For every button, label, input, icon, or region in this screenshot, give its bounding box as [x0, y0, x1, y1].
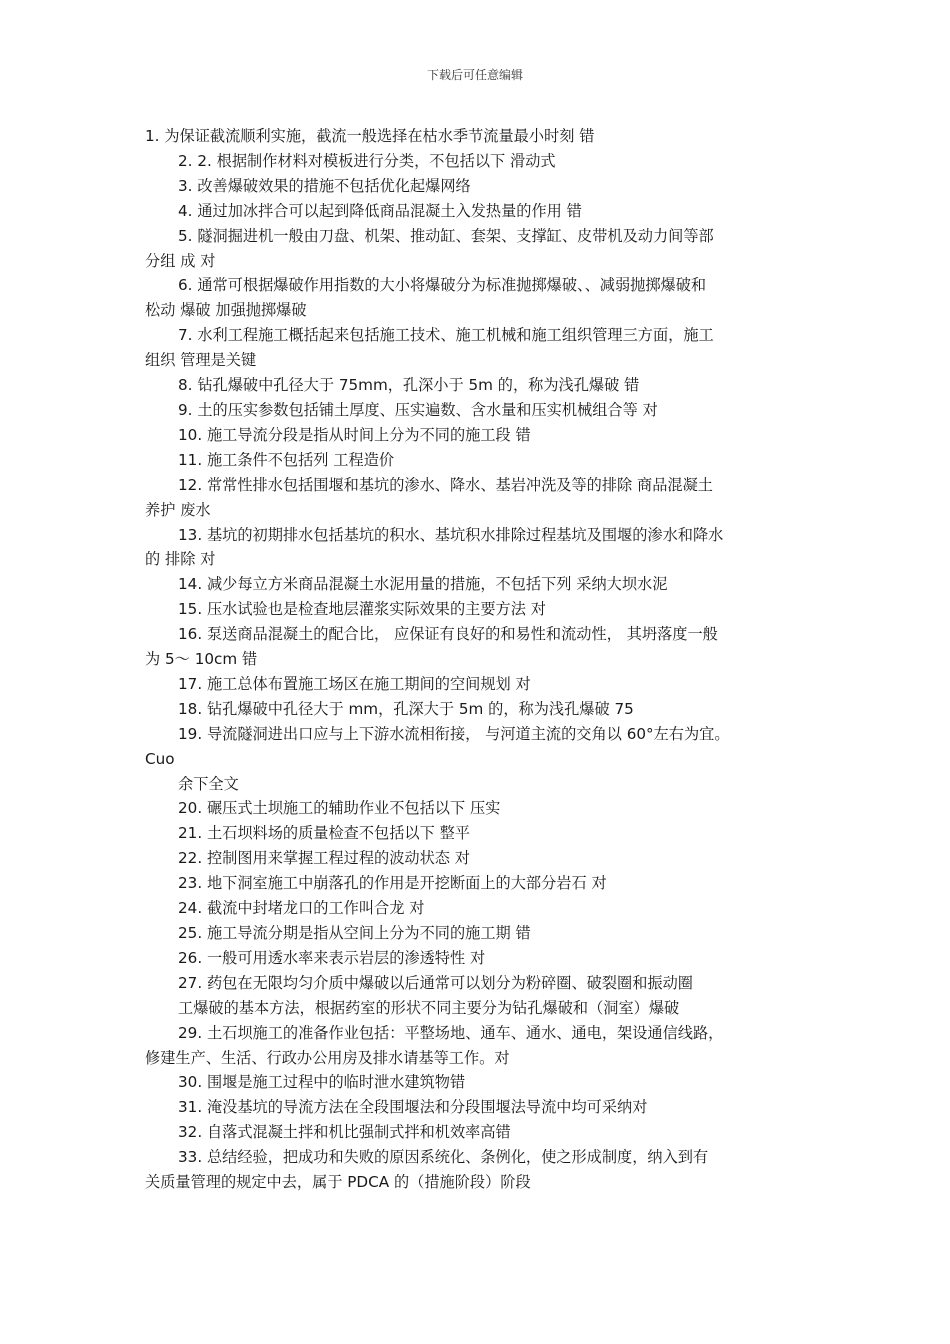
- text-line: 松动 爆破 加强抛掷爆破: [145, 301, 307, 320]
- text-line: 15. 压水试验也是检查地层灌浆实际效果的主要方法 对: [178, 600, 546, 619]
- text-line: 9. 土的压实参数包括铺土厚度、压实遍数、含水量和压实机械组合等 对: [178, 400, 658, 419]
- text-line: Cuo: [145, 749, 175, 768]
- page-header: 下载后可任意编辑: [426, 68, 523, 82]
- text-line: 25. 施工导流分期是指从空间上分为不同的施工期 错: [178, 924, 531, 942]
- text-line: 24. 截流中封堵龙口的工作叫合龙 对: [178, 899, 425, 918]
- text-line: 12. 常常性排水包括围堰和基坑的渗水、降水、基岩冲洗及等的排除 商品混凝土: [178, 475, 713, 494]
- text-line: 7. 水利工程施工概括起来包括施工技术、施工机械和施工组织管理三方面，施工: [178, 326, 714, 345]
- text-line: 组织 管理是关键: [145, 351, 257, 370]
- text-line: 27. 药包在无限均匀介质中爆破以后通常可以划分为粉碎圈、破裂圈和振动圈: [178, 973, 693, 992]
- text-line: 19. 导流隧洞进出口应与上下游水流相衔接， 与河道主流的交角以 60°左右为宜。: [178, 724, 730, 743]
- text-line: 16. 泵送商品混凝土的配合比， 应保证有良好的和易性和流动性， 其坍落度一般: [178, 625, 718, 644]
- text-line: 20. 碾压式土坝施工的辅助作业不包括以下 压实: [178, 799, 501, 818]
- text-line: 26. 一般可用透水率来表示岩层的渗透特性 对: [178, 948, 486, 967]
- text-line: 1. 为保证截流顺利实施，截流一般选择在枯水季节流量最小时刻 错: [145, 127, 595, 145]
- text-line: 31. 淹没基坑的导流方法在全段围堰法和分段围堰法导流中均可采纳对: [178, 1098, 648, 1117]
- text-line: 11. 施工条件不包括列 工程造价: [178, 450, 395, 469]
- text-line: 8. 钻孔爆破中孔径大于 75mm，孔深小于 5m 的，称为浅孔爆破 错: [178, 376, 640, 395]
- text-line: 32. 自落式混凝土拌和机比强制式拌和机效率高错: [178, 1123, 511, 1142]
- text-line: 21. 土石坝料场的质量检查不包括以下 整平: [178, 824, 470, 843]
- text-line: 5. 隧洞掘进机一般由刀盘、机架、推动缸、套架、支撑缸、皮带机及动力间等部: [178, 226, 714, 245]
- text-line: 10. 施工导流分段是指从时间上分为不同的施工段 错: [178, 425, 531, 444]
- text-line: 4. 通过加冰拌合可以起到降低商品混凝土入发热量的作用 错: [178, 201, 582, 220]
- document-body: [145, 124, 807, 1195]
- text-line: 分组 成 对: [145, 251, 216, 270]
- text-line: 余下全文: [178, 774, 239, 793]
- text-line: 23. 地下洞室施工中崩落孔的作用是开挖断面上的大部分岩石 对: [178, 874, 607, 893]
- text-line: 工爆破的基本方法，根据药室的形状不同主要分为钻孔爆破和（洞室）爆破: [178, 998, 680, 1017]
- text-line: 18. 钻孔爆破中孔径大于 mm，孔深大于 5m 的，称为浅孔爆破 75: [178, 699, 634, 718]
- text-line: 30. 围堰是施工过程中的临时泄水建筑物错: [178, 1073, 466, 1092]
- text-line: 3. 改善爆破效果的措施不包括优化起爆网络: [178, 176, 471, 195]
- text-line: 2. 2. 根据制作材料对模板进行分类，不包括以下 滑动式: [178, 151, 556, 170]
- text-line: 29. 土石坝施工的准备作业包括：平整场地、通车、通水、通电，架设通信线路，: [178, 1023, 724, 1042]
- text-line: 为 5～ 10cm 错: [145, 650, 258, 669]
- text-line: 修建生产、生活、行政办公用房及排水请基等工作。对: [145, 1048, 510, 1067]
- text-line: 14. 减少每立方米商品混凝土水泥用量的措施，不包括下列 采纳大坝水泥: [178, 575, 668, 594]
- text-line: 17. 施工总体布置施工场区在施工期间的空间规划 对: [178, 674, 531, 693]
- text-line: 养护 废水: [145, 500, 211, 519]
- text-line: 33. 总结经验，把成功和失败的原因系统化、条例化，使之形成制度，纳入到有: [178, 1148, 709, 1167]
- text-line: 关质量管理的规定中去，属于 PDCA 的（措施阶段）阶段: [145, 1173, 531, 1192]
- text-line: 6. 通常可根据爆破作用指数的大小将爆破分为标准抛掷爆破、、减弱抛掷爆破和: [178, 276, 707, 295]
- text-line: 13. 基坑的初期排水包括基坑的积水、基坑积水排除过程基坑及围堰的渗水和降水: [178, 525, 724, 544]
- text-line: 的 排除 对: [145, 550, 216, 569]
- text-line: 22. 控制图用来掌握工程过程的波动状态 对: [178, 849, 470, 868]
